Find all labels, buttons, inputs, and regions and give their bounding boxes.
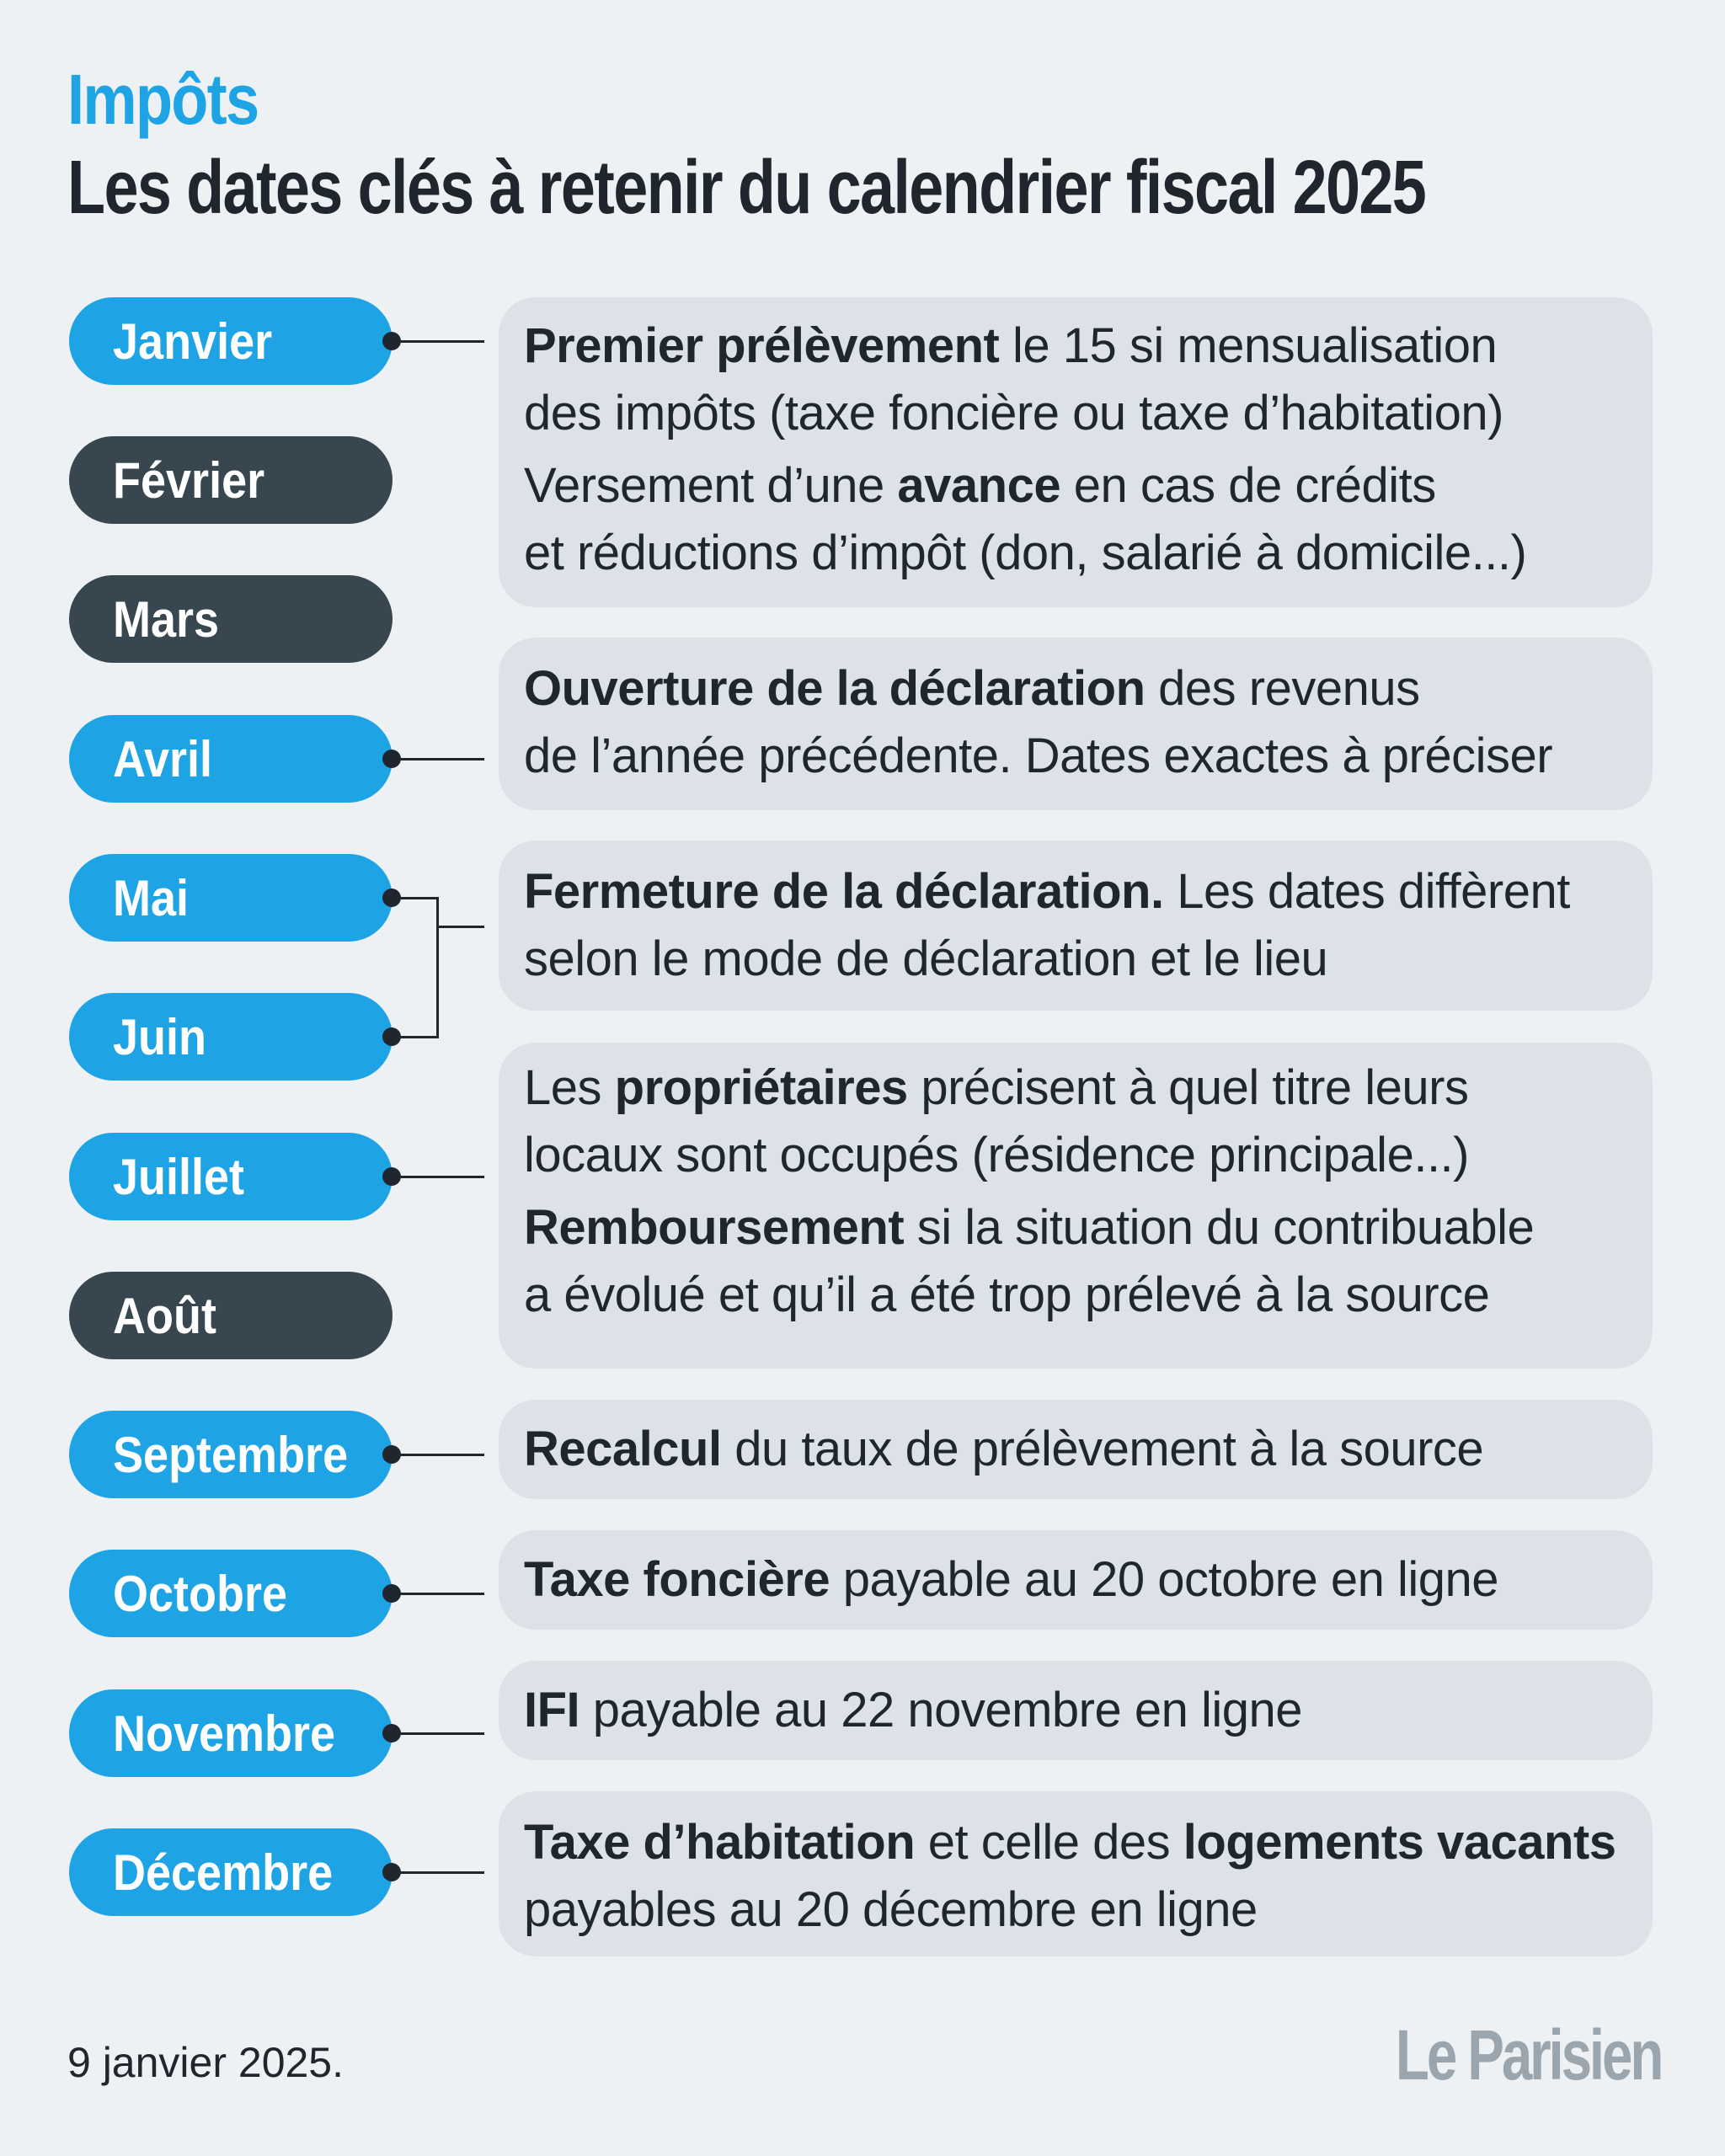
connector-line: [392, 1871, 484, 1874]
event-text: et celle des: [915, 1815, 1183, 1870]
month-label: Juillet: [113, 1148, 245, 1205]
connector-line: [392, 897, 438, 899]
connector-line: [392, 340, 484, 343]
month-pill-aout: [69, 1272, 393, 1359]
event-paragraph: [524, 1546, 1627, 1614]
month-label: Août: [113, 1287, 216, 1344]
connector-line: [392, 758, 484, 760]
month-label: Février: [113, 451, 265, 509]
event-text: de l’année précédente. Dates exactes à préciser: [524, 728, 1553, 783]
event-highlight: Taxe d’habitation: [524, 1815, 916, 1870]
connector-line: [436, 926, 484, 928]
card-novembre: [499, 1661, 1653, 1760]
month-label: Décembre: [113, 1844, 334, 1901]
event-text: en cas de crédits: [1060, 458, 1436, 513]
event-paragraph: [524, 1416, 1627, 1483]
event-text: locaux sont occupés (résidence principale...): [524, 1128, 1469, 1182]
month-label: Septembre: [113, 1426, 349, 1483]
event-text: des impôts (taxe foncière ou taxe d’habitation): [524, 386, 1503, 440]
event-paragraph: [524, 1194, 1627, 1329]
event-text: payable au 20 octobre en ligne: [830, 1552, 1499, 1607]
card-decembre: [499, 1791, 1653, 1956]
month-label: Octobre: [113, 1565, 288, 1622]
month-pill-fevrier: [69, 436, 393, 524]
section-kicker: Impôts: [67, 60, 259, 139]
event-paragraph: [524, 452, 1627, 587]
event-highlight: Remboursement: [524, 1200, 905, 1255]
event-highlight: Recalcul: [524, 1422, 722, 1476]
month-pill-mars: [69, 575, 393, 663]
connector-line: [392, 1454, 484, 1456]
month-pill-juin: [69, 993, 393, 1081]
event-highlight: Taxe foncière: [524, 1552, 830, 1607]
event-text: des revenus: [1145, 661, 1420, 716]
event-text: selon le mode de déclaration et le lieu: [524, 931, 1328, 986]
connector-line: [392, 1036, 438, 1038]
month-pill-septembre: [69, 1411, 393, 1498]
event-highlight: propriétaires: [614, 1060, 908, 1115]
event-text: et réductions d’impôt (don, salarié à domicile...): [524, 526, 1527, 580]
event-text: Les: [524, 1060, 615, 1115]
event-highlight: Ouverture de la déclaration: [524, 661, 1146, 716]
month-label: Juin: [113, 1008, 207, 1065]
event-text: du taux de prélèvement à la source: [721, 1422, 1484, 1476]
card-mai-juin: [499, 841, 1653, 1011]
event-highlight: Premier prélèvement: [524, 318, 1000, 373]
month-pill-novembre: [69, 1689, 393, 1777]
connector-line: [392, 1176, 484, 1178]
month-label: Janvier: [113, 312, 273, 370]
event-text: précisent à quel titre leurs: [907, 1060, 1469, 1115]
event-text: a évolué et qu’il a été trop prélevé à la source: [524, 1267, 1490, 1322]
event-highlight: logements vacants: [1183, 1815, 1616, 1870]
month-pill-octobre: [69, 1550, 393, 1637]
event-paragraph: [524, 1054, 1627, 1189]
event-paragraph: [524, 312, 1627, 447]
publication-date: 9 janvier 2025.: [67, 2039, 344, 2086]
month-pill-avril: [69, 715, 393, 803]
month-label: Avril: [113, 730, 213, 787]
event-paragraph: [524, 1677, 1627, 1744]
card-juillet: [499, 1043, 1653, 1369]
event-highlight: IFI: [524, 1683, 580, 1737]
month-pill-juillet: [69, 1133, 393, 1220]
event-highlight: avance: [897, 458, 1061, 513]
event-text: payables au 20 décembre en ligne: [524, 1882, 1258, 1937]
month-pill-janvier: [69, 297, 393, 385]
event-paragraph: [524, 655, 1627, 790]
card-septembre: [499, 1400, 1653, 1499]
card-janvier: [499, 297, 1653, 607]
page-title: Les dates clés à retenir du calendrier fiscal 2025: [67, 146, 1426, 230]
month-label: Mars: [113, 590, 220, 648]
month-pill-mai: [69, 854, 393, 942]
le-parisien-logo: Le Parisien: [1395, 2015, 1661, 2095]
month-label: Mai: [113, 869, 190, 926]
event-text: le 15 si mensualisation: [999, 318, 1498, 373]
event-text: Les dates diffèrent: [1163, 864, 1570, 919]
month-pill-decembre: [69, 1828, 393, 1916]
connector-line: [392, 1732, 484, 1735]
event-paragraph: [524, 858, 1627, 993]
event-text: payable au 22 novembre en ligne: [579, 1683, 1303, 1737]
connector-line: [392, 1593, 484, 1595]
event-highlight: Fermeture de la déclaration.: [524, 864, 1164, 919]
event-text: si la situation du contribuable: [904, 1200, 1535, 1255]
month-label: Novembre: [113, 1705, 336, 1762]
card-avril: [499, 638, 1653, 810]
event-text: Versement d’une: [524, 458, 898, 513]
card-octobre: [499, 1530, 1653, 1630]
connector-bracket: [436, 897, 439, 1038]
event-paragraph: [524, 1809, 1627, 1944]
